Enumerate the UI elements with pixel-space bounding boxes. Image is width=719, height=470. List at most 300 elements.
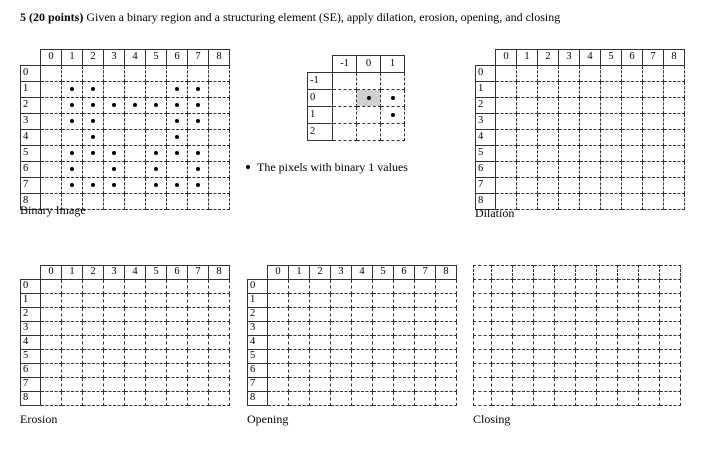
grid-cell <box>555 294 576 308</box>
grid-cell <box>576 294 597 308</box>
grid-cell <box>492 294 513 308</box>
grid-cell <box>639 392 660 406</box>
grid-cell <box>83 294 104 308</box>
se-cell <box>381 90 405 107</box>
grid-cell <box>415 392 436 406</box>
grid-cell <box>555 322 576 336</box>
grid-cell <box>62 162 83 178</box>
grid-cell <box>83 364 104 378</box>
grid-cell <box>62 130 83 146</box>
column-header <box>576 266 597 280</box>
se-cell <box>381 73 405 90</box>
row-header: 8 <box>248 392 268 406</box>
grid-row <box>21 178 230 194</box>
grid-cell <box>268 392 289 406</box>
grid-cell <box>125 114 146 130</box>
grid-cell <box>41 392 62 406</box>
grid-row <box>476 114 685 130</box>
erosion-grid <box>20 265 230 406</box>
row-header: 7 <box>21 178 41 194</box>
grid-cell <box>167 392 188 406</box>
grid-cell <box>209 130 230 146</box>
grid-cell <box>373 294 394 308</box>
grid-cell <box>146 178 167 194</box>
grid-cell <box>639 322 660 336</box>
row-header: 0 <box>248 280 268 294</box>
grid-cell <box>373 392 394 406</box>
se-row <box>308 90 405 107</box>
grid-cell <box>104 280 125 294</box>
grid-row <box>476 82 685 98</box>
row-header: 6 <box>21 364 41 378</box>
row-header: 2 <box>248 308 268 322</box>
grid-cell <box>597 378 618 392</box>
grid-cell <box>660 294 681 308</box>
grid-cell <box>62 350 83 364</box>
grid-row <box>474 336 681 350</box>
grid-cell <box>83 146 104 162</box>
grid-cell <box>289 350 310 364</box>
row-header <box>474 308 492 322</box>
row-header: 5 <box>21 350 41 364</box>
grid-cell <box>41 364 62 378</box>
grid-cell <box>415 308 436 322</box>
grid-cell <box>331 308 352 322</box>
grid-cell <box>146 82 167 98</box>
pixel-dot <box>70 103 74 107</box>
grid-corner <box>476 50 496 66</box>
grid-cell <box>373 336 394 350</box>
grid-cell <box>125 308 146 322</box>
grid-cell <box>394 378 415 392</box>
grid-cell <box>496 178 517 194</box>
grid-cell <box>209 378 230 392</box>
row-header <box>474 280 492 294</box>
grid-cell <box>83 322 104 336</box>
grid-cell <box>597 322 618 336</box>
grid-cell <box>622 98 643 114</box>
column-header: 8 <box>436 266 457 280</box>
grid-cell <box>83 280 104 294</box>
grid-row <box>474 294 681 308</box>
grid-cell <box>310 392 331 406</box>
row-header: 0 <box>476 66 496 82</box>
grid-cell <box>639 364 660 378</box>
grid-cell <box>83 308 104 322</box>
pixel-dot <box>91 135 95 139</box>
grid-cell <box>310 322 331 336</box>
grid-cell <box>538 114 559 130</box>
grid-cell <box>618 322 639 336</box>
grid-cell <box>517 82 538 98</box>
pixel-dot <box>112 167 116 171</box>
column-header: 8 <box>209 50 230 66</box>
grid-cell <box>597 336 618 350</box>
grid-cell <box>62 392 83 406</box>
grid-cell <box>492 280 513 294</box>
se-cell <box>381 107 405 124</box>
grid-header-row <box>21 50 230 66</box>
grid-cell <box>289 392 310 406</box>
grid-cell <box>41 130 62 146</box>
row-header <box>474 350 492 364</box>
grid-cell <box>62 294 83 308</box>
grid-cell <box>576 364 597 378</box>
grid-table <box>247 265 457 406</box>
column-header: 4 <box>352 266 373 280</box>
grid-cell <box>331 350 352 364</box>
grid-cell <box>209 336 230 350</box>
row-header: 7 <box>21 378 41 392</box>
grid-cell <box>289 378 310 392</box>
grid-cell <box>373 322 394 336</box>
se-pixel-dot <box>391 113 395 117</box>
pixel-dot <box>91 103 95 107</box>
grid-cell <box>188 378 209 392</box>
grid-cell <box>209 322 230 336</box>
column-header: 5 <box>373 266 394 280</box>
grid-cell <box>436 392 457 406</box>
column-header: 3 <box>104 266 125 280</box>
grid-cell <box>289 336 310 350</box>
grid-cell <box>394 294 415 308</box>
grid-cell <box>492 308 513 322</box>
row-header <box>474 322 492 336</box>
grid-cell <box>601 146 622 162</box>
grid-cell <box>146 294 167 308</box>
grid-cell <box>331 364 352 378</box>
grid-cell <box>660 392 681 406</box>
grid-row <box>248 364 457 378</box>
binary-image-caption: Binary Image <box>20 203 86 217</box>
grid-cell <box>492 350 513 364</box>
pixel-dot <box>175 151 179 155</box>
grid-cell <box>104 66 125 82</box>
grid-cell <box>534 350 555 364</box>
se-pixel-dot <box>367 96 371 100</box>
row-header: 4 <box>21 336 41 350</box>
grid-cell <box>534 336 555 350</box>
grid-cell <box>352 294 373 308</box>
grid-cell <box>513 392 534 406</box>
grid-cell <box>496 66 517 82</box>
grid-cell <box>559 178 580 194</box>
grid-cell <box>83 350 104 364</box>
grid-cell <box>664 82 685 98</box>
row-header: 2 <box>21 308 41 322</box>
grid-row <box>21 322 230 336</box>
grid-cell <box>167 308 188 322</box>
grid-row <box>474 350 681 364</box>
grid-cell <box>580 194 601 210</box>
column-header: 3 <box>331 266 352 280</box>
grid-cell <box>289 294 310 308</box>
row-header: 6 <box>248 364 268 378</box>
grid-cell <box>580 162 601 178</box>
grid-cell <box>146 162 167 178</box>
grid-cell <box>125 82 146 98</box>
se-cell <box>333 107 357 124</box>
grid-cell <box>601 130 622 146</box>
grid-cell <box>415 294 436 308</box>
grid-cell <box>538 130 559 146</box>
grid-cell <box>62 114 83 130</box>
grid-cell <box>167 336 188 350</box>
grid-cell <box>188 82 209 98</box>
grid-cell <box>209 162 230 178</box>
row-header: 3 <box>476 114 496 130</box>
grid-cell <box>146 308 167 322</box>
grid-row <box>474 322 681 336</box>
grid-header-row <box>21 266 230 280</box>
se-cell <box>357 73 381 90</box>
grid-cell <box>415 364 436 378</box>
column-header: 4 <box>125 266 146 280</box>
grid-cell <box>639 378 660 392</box>
grid-cell <box>534 322 555 336</box>
grid-header-row <box>474 266 681 280</box>
grid-cell <box>125 294 146 308</box>
column-header: 2 <box>83 50 104 66</box>
grid-cell <box>517 178 538 194</box>
grid-cell <box>310 308 331 322</box>
grid-cell <box>394 364 415 378</box>
grid-cell <box>83 378 104 392</box>
grid-cell <box>62 322 83 336</box>
grid-cell <box>167 162 188 178</box>
grid-cell <box>394 350 415 364</box>
grid-row <box>21 392 230 406</box>
grid-row <box>476 178 685 194</box>
grid-header-row <box>476 50 685 66</box>
grid-cell <box>580 98 601 114</box>
grid-cell <box>559 82 580 98</box>
column-header: 1 <box>62 266 83 280</box>
grid-cell <box>209 392 230 406</box>
grid-cell <box>664 194 685 210</box>
grid-cell <box>268 294 289 308</box>
grid-cell <box>517 114 538 130</box>
grid-cell <box>41 280 62 294</box>
grid-cell <box>660 322 681 336</box>
grid-cell <box>310 294 331 308</box>
grid-cell <box>268 322 289 336</box>
closing-caption: Closing <box>473 412 511 426</box>
grid-cell <box>580 130 601 146</box>
column-header: 4 <box>125 50 146 66</box>
grid-cell <box>188 336 209 350</box>
column-header: 0 <box>41 266 62 280</box>
grid-cell <box>268 336 289 350</box>
grid-cell <box>513 280 534 294</box>
se-header-row <box>308 56 405 73</box>
column-header: 6 <box>167 50 188 66</box>
grid-cell <box>188 98 209 114</box>
pixel-dot <box>154 103 158 107</box>
grid-row <box>476 66 685 82</box>
grid-cell <box>310 336 331 350</box>
grid-cell <box>352 336 373 350</box>
grid-cell <box>188 162 209 178</box>
column-header: 2 <box>310 266 331 280</box>
grid-cell <box>601 66 622 82</box>
grid-row <box>21 130 230 146</box>
grid-cell <box>664 162 685 178</box>
grid-cell <box>415 280 436 294</box>
grid-cell <box>555 364 576 378</box>
grid-cell <box>41 350 62 364</box>
grid-cell <box>555 280 576 294</box>
row-header: 0 <box>21 280 41 294</box>
pixel-dot <box>196 151 200 155</box>
column-header: 8 <box>664 50 685 66</box>
grid-cell <box>576 336 597 350</box>
grid-row <box>248 322 457 336</box>
grid-row <box>21 162 230 178</box>
grid-row <box>248 308 457 322</box>
grid-cell <box>209 82 230 98</box>
row-header: 6 <box>21 162 41 178</box>
grid-cell <box>555 378 576 392</box>
grid-cell <box>83 162 104 178</box>
grid-row <box>21 336 230 350</box>
grid-cell <box>622 114 643 130</box>
grid-cell <box>125 350 146 364</box>
grid-cell <box>104 336 125 350</box>
grid-cell <box>104 194 125 210</box>
grid-cell <box>209 350 230 364</box>
grid-cell <box>517 194 538 210</box>
column-header <box>597 266 618 280</box>
grid-cell <box>209 364 230 378</box>
pixel-dot <box>154 151 158 155</box>
grid-cell <box>125 378 146 392</box>
grid-row <box>476 130 685 146</box>
column-header: 2 <box>538 50 559 66</box>
se-corner <box>308 56 333 73</box>
grid-cell <box>62 280 83 294</box>
grid-cell <box>513 378 534 392</box>
grid-cell <box>289 308 310 322</box>
grid-cell <box>559 66 580 82</box>
column-header: 6 <box>167 266 188 280</box>
grid-cell <box>601 114 622 130</box>
grid-corner <box>248 266 268 280</box>
row-header: 8 <box>21 194 41 210</box>
column-header: 2 <box>83 266 104 280</box>
pixel-dot <box>70 183 74 187</box>
grid-cell <box>62 82 83 98</box>
grid-cell <box>331 294 352 308</box>
grid-cell <box>660 280 681 294</box>
grid-cell <box>622 146 643 162</box>
grid-cell <box>643 130 664 146</box>
grid-cell <box>188 392 209 406</box>
row-header: 4 <box>21 130 41 146</box>
grid-cell <box>618 308 639 322</box>
grid-cell <box>534 308 555 322</box>
column-header: 7 <box>415 266 436 280</box>
grid-cell <box>209 146 230 162</box>
grid-cell <box>310 350 331 364</box>
column-header: 3 <box>104 50 125 66</box>
grid-row <box>248 336 457 350</box>
grid-cell <box>62 364 83 378</box>
grid-cell <box>62 308 83 322</box>
grid-cell <box>496 114 517 130</box>
grid-cell <box>104 294 125 308</box>
grid-cell <box>513 308 534 322</box>
grid-cell <box>268 308 289 322</box>
grid-cell <box>289 322 310 336</box>
grid-cell <box>83 178 104 194</box>
column-header <box>492 266 513 280</box>
column-header: 8 <box>209 266 230 280</box>
grid-cell <box>104 364 125 378</box>
se-cell <box>357 107 381 124</box>
pixel-dot <box>175 135 179 139</box>
grid-row <box>21 378 230 392</box>
grid-row <box>476 98 685 114</box>
grid-cell <box>167 364 188 378</box>
grid-cell <box>146 392 167 406</box>
column-header: 0 <box>496 50 517 66</box>
row-header: 2 <box>476 98 496 114</box>
row-header: 1 <box>248 294 268 308</box>
grid-cell <box>331 322 352 336</box>
grid-cell <box>559 98 580 114</box>
grid-cell <box>104 392 125 406</box>
grid-cell <box>580 82 601 98</box>
column-header: 1 <box>517 50 538 66</box>
se-cell <box>333 73 357 90</box>
grid-cell <box>146 146 167 162</box>
row-header: 6 <box>476 162 496 178</box>
grid-cell <box>496 130 517 146</box>
se-row-header: -1 <box>308 73 333 90</box>
legend <box>246 160 408 175</box>
grid-cell <box>534 378 555 392</box>
grid-cell <box>517 98 538 114</box>
grid-cell <box>559 114 580 130</box>
grid-cell <box>601 162 622 178</box>
grid-cell <box>62 178 83 194</box>
grid-cell <box>352 378 373 392</box>
grid-cell <box>394 392 415 406</box>
row-header: 8 <box>21 392 41 406</box>
grid-cell <box>618 392 639 406</box>
grid-cell <box>394 308 415 322</box>
grid-cell <box>538 162 559 178</box>
grid-cell <box>576 308 597 322</box>
grid-cell <box>331 392 352 406</box>
column-header <box>555 266 576 280</box>
grid-cell <box>555 308 576 322</box>
grid-cell <box>83 392 104 406</box>
column-header: 7 <box>188 266 209 280</box>
grid-cell <box>436 280 457 294</box>
grid-cell <box>146 114 167 130</box>
grid-cell <box>209 66 230 82</box>
grid-cell <box>559 162 580 178</box>
grid-cell <box>580 146 601 162</box>
grid-row <box>248 280 457 294</box>
grid-cell <box>41 66 62 82</box>
grid-cell <box>394 322 415 336</box>
column-header: 6 <box>394 266 415 280</box>
grid-cell <box>289 280 310 294</box>
grid-cell <box>597 294 618 308</box>
